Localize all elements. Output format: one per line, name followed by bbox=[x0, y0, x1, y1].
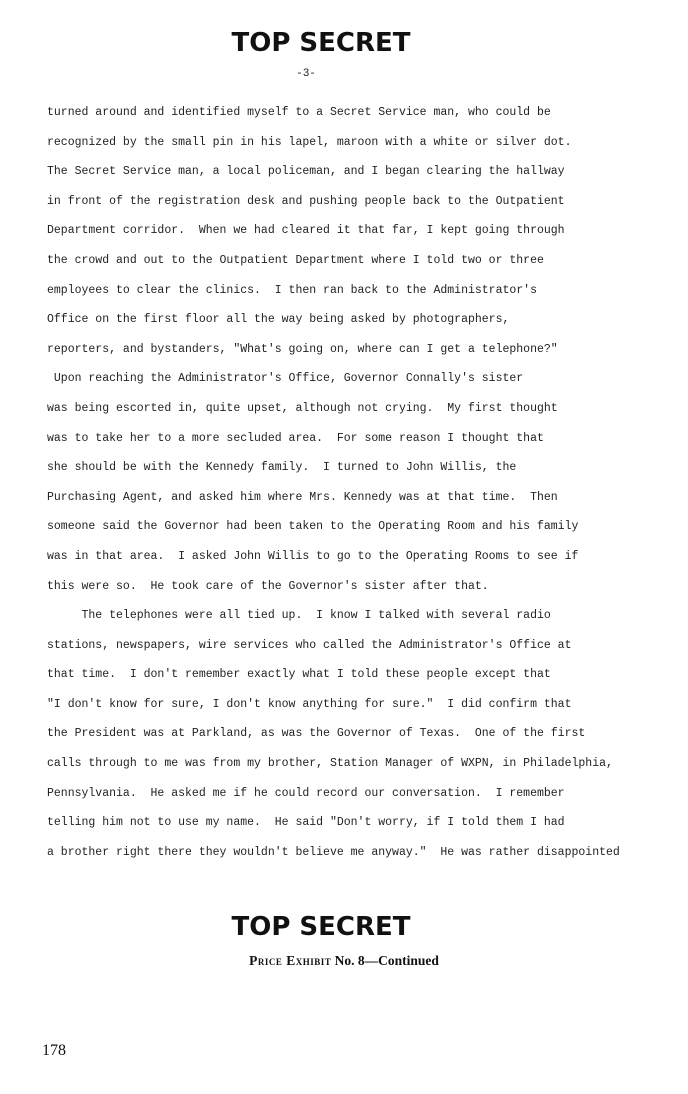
text-line: that time. I don't remember exactly what I told these people except that bbox=[47, 668, 551, 682]
body-text bbox=[47, 98, 677, 867]
folio-page-number: 178 bbox=[42, 1042, 66, 1059]
text-line: "I don't know for sure, I don't know anything for sure." I did confirm that bbox=[47, 697, 572, 711]
text-line: Purchasing Agent, and asked him where Mrs. Kennedy was at that time. Then bbox=[47, 490, 558, 504]
text-line: The Secret Service man, a local policeman, and I began clearing the hallway bbox=[47, 165, 565, 179]
text-line: The telephones were all tied up. I know I talked with several radio bbox=[47, 609, 551, 623]
text-line: stations, newspapers, wire services who called the Administrator's Office at bbox=[47, 638, 572, 652]
text-line: was being escorted in, quite upset, although not crying. My first thought bbox=[47, 401, 558, 415]
text-line: Department corridor. When we had cleared it that far, I kept going through bbox=[47, 224, 565, 238]
text-line: telling him not to use my name. He said "Don't worry, if I told them I had bbox=[47, 816, 565, 830]
text-line: in front of the registration desk and pushing people back to the Outpatient bbox=[47, 194, 565, 208]
text-line: a brother right there they wouldn't believe me anyway." He was rather disappointed bbox=[47, 845, 620, 859]
page-number: -3- bbox=[296, 68, 316, 80]
text-line: was in that area. I asked John Willis to go to the Operating Rooms to see if bbox=[47, 549, 579, 563]
top-secret-stamp-bottom: TOP SECRET bbox=[231, 912, 411, 942]
top-secret-stamp-top: TOP SECRET bbox=[231, 28, 411, 58]
text-line: Pennsylvania. He asked me if he could record our conversation. I remember bbox=[47, 786, 565, 800]
text-line: she should be with the Kennedy family. I turned to John Willis, the bbox=[47, 461, 517, 475]
text-line: turned around and identified myself to a Secret Service man, who could be bbox=[47, 106, 551, 119]
text-line: reporters, and bystanders, "What's going on, where can I get a telephone?" bbox=[47, 342, 558, 356]
text-line: calls through to me was from my brother, Station Manager of WXPN, in Philadelphia, bbox=[47, 757, 613, 771]
text-line: Office on the first floor all the way being asked by photographers, bbox=[47, 313, 510, 327]
text-line: Upon reaching the Administrator's Office, Governor Connally's sister bbox=[47, 372, 524, 386]
exhibit-caption bbox=[0, 953, 688, 969]
text-line: this were so. He took care of the Governor's sister after that. bbox=[47, 579, 489, 593]
exhibit-label: Price Exhibit bbox=[249, 953, 332, 968]
text-line: the crowd and out to the Outpatient Department where I told two or three bbox=[47, 253, 544, 267]
text-line: recognized by the small pin in his lapel, maroon with a white or silver dot. bbox=[47, 135, 572, 149]
text-line: someone said the Governor had been taken to the Operating Room and his family bbox=[47, 520, 579, 534]
text-line: was to take her to a more secluded area. For some reason I thought that bbox=[47, 431, 544, 445]
text-line: the President was at Parkland, as was the Governor of Texas. One of the first bbox=[47, 727, 586, 741]
exhibit-number: No. 8—Continued bbox=[334, 953, 439, 968]
text-line: employees to clear the clinics. I then ran back to the Administrator's bbox=[47, 283, 537, 297]
